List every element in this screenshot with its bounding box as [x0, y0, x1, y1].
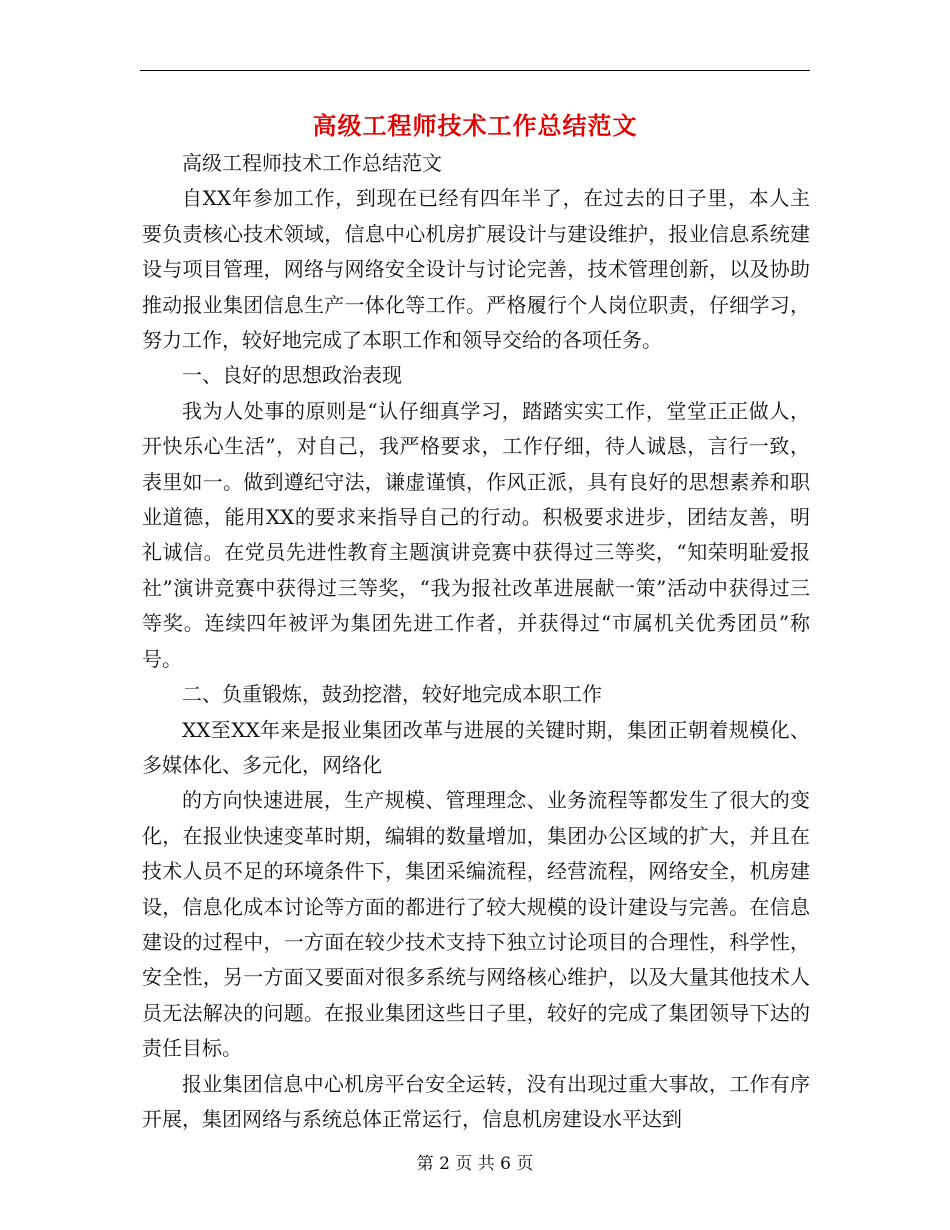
paragraph-section-2b: 的方向快速进展，生产规模、管理理念、业务流程等都发生了很大的变化，在报业快速变革时期，编辑的数量增加，集团办公区域的扩大，并且在技术人员不足的环境条件下，集团采编流程，经营流程，网络安全，机房建设，信息化成本讨论等方面的都进行了较大规模的设计建设与完善。在信息建设的过程中，一方面在较少技术支持下独立讨论项目的合理性，科学性，安全性，另一方面又要面对很多系统与网络核心维护，以及大量其他技术人员无法解决的问题。在报业集团这些日子里，较好的完成了集团领导下达的责任目标。	[142, 788, 810, 1061]
paragraph-intro: 自XX年参加工作，到现在已经有四年半了，在过去的日子里，本人主要负责核心技术领域，信息中心机房扩展设计与建设维护，报业信息系统建设与项目管理，网络与网络安全设计与讨论完善，技术管理创新，以及协助推动报业集团信息生产一体化等工作。严格履行个人岗位职责，仔细学习，努力工作，较好地完成了本职工作和领导交给的各项任务。	[142, 186, 810, 353]
document-title: 高级工程师技术工作总结范文	[312, 111, 638, 140]
document-body	[142, 146, 810, 1137]
section-heading-2: 二、负重锻炼，鼓劲挖潜，较好地完成本职工作	[182, 682, 602, 707]
section-heading-1: 一、良好的思想政治表现	[182, 363, 402, 388]
header-rule	[140, 70, 810, 71]
page-number-footer: 第 2 页 共 6 页	[416, 1154, 534, 1174]
paragraph-section-2c: 报业集团信息中心机房平台安全运转，没有出现过重大事故，工作有序开展，集团网络与系统总体正常运行，信息机房建设水平达到	[142, 1071, 810, 1131]
paragraph-section-1: 我为人处事的原则是“认仔细真学习，踏踏实实工作，堂堂正正做人，开快乐心生活”，对自己，我严格要求，工作仔细，待人诚恳，言行一致，表里如一。做到遵纪守法，谦虚谨慎，作风正派，具有良好的思想素养和职业道德，能用XX的要求来指导自己的行动。积极要求进步，团结友善，明礼诚信。在党员先进性教育主题演讲竞赛中获得过三等奖，“知荣明耻爱报社”演讲竞赛中获得过三等奖，“我为报社改革进展献一策”活动中获得过三等奖。连续四年被评为集团先进工作者，并获得过“市属机关优秀团员”称号。	[142, 398, 810, 671]
paragraph-subtitle: 高级工程师技术工作总结范文	[182, 151, 442, 175]
paragraph-section-2a: XX至XX年来是报业集团改革与进展的关键时期，集团正朝着规模化、多媒体化、多元化，网络化	[142, 717, 810, 777]
